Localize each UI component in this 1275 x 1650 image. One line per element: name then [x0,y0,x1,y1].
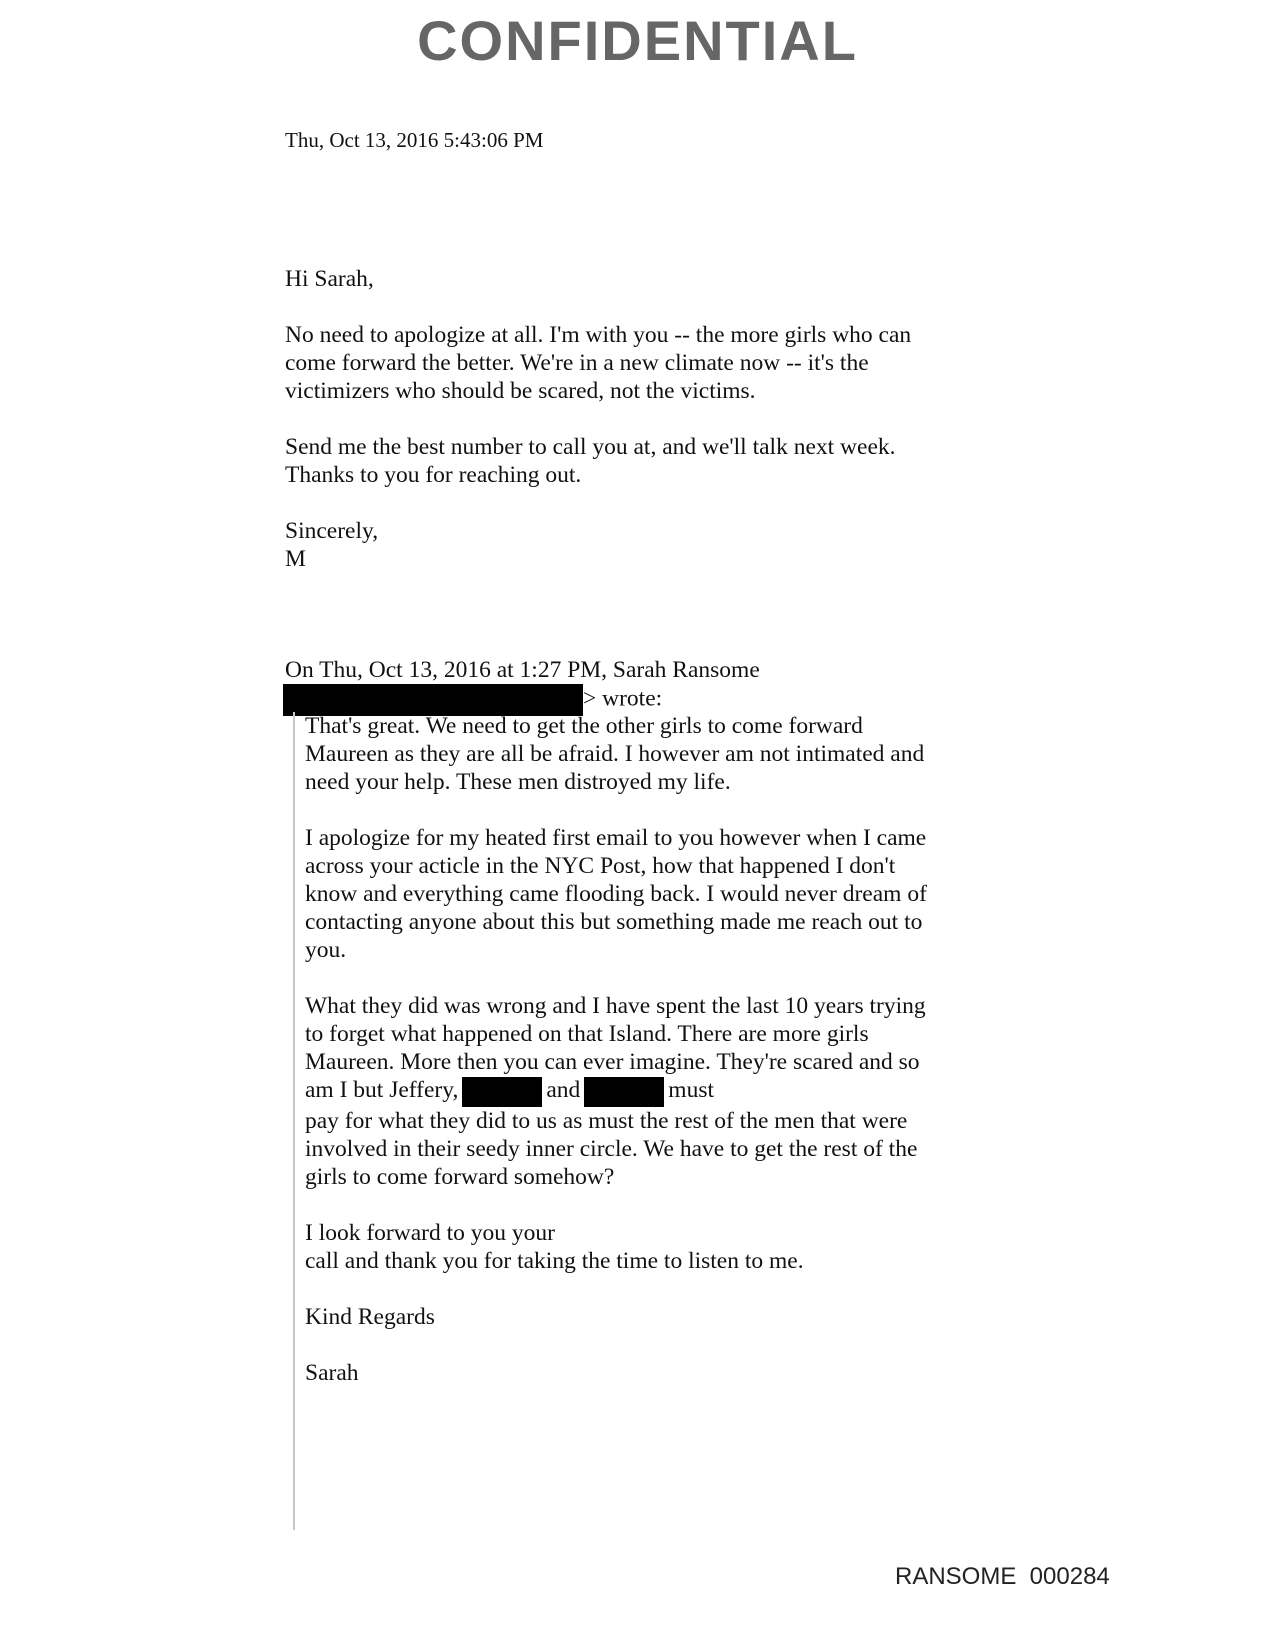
reply-paragraph-1 [285,321,1005,405]
reply-message [285,265,1005,601]
reply-signoff-block [285,517,1005,573]
text-line: No need to apologize at all. I'm with you -- the more girls who can [285,322,912,348]
text-line: Send me the best number to call you at, and we'll talk next week. [285,434,896,460]
text-line: know and everything came flooding back. I would never dream of [305,881,927,907]
quoted-paragraph-3 [305,992,1005,1191]
text-line: Maureen as they are all be afraid. I however am not intimated and [305,741,925,767]
quoted-signature: Sarah [305,1359,359,1386]
bates-number: RANSOME 000284 [895,1563,1110,1590]
text-line: victimizers who should be scared, not the victims. [285,378,756,404]
quoted-header-line: On Thu, Oct 13, 2016 at 1:27 PM, Sarah Ransome [285,657,760,683]
text-line: call and thank you for taking the time to listen to me. [305,1247,804,1274]
quote-bar [293,712,295,1530]
confidential-stamp: CONFIDENTIAL [417,9,858,72]
quoted-header [285,656,1005,716]
text-fragment: and [546,1077,581,1103]
text-line-with-redactions [305,1076,1005,1107]
text-fragment: must [668,1077,715,1103]
text-line: contacting anyone about this but something made me reach out to [305,909,923,935]
quoted-paragraph-2 [305,824,1005,964]
reply-signature: M [285,546,306,572]
text-line: What they did was wrong and I have spent the last 10 years trying [305,993,926,1019]
quoted-message [305,712,1005,1415]
text-line: need your help. These men distroyed my life. [305,769,731,795]
text-line: I apologize for my heated first email to you however when I came [305,825,927,851]
text-line: to forget what happened on that Island. There are more girls [305,1021,869,1047]
text-line: you. [305,937,347,963]
text-line: across your acticle in the NYC Post, how that happened I don't [305,853,896,879]
text-line: That's great. We need to get the other girls to come forward [305,713,863,739]
text-line: Thanks to you for reaching out. [285,462,582,488]
redaction-block [584,1077,664,1107]
text-line: involved in their seedy inner circle. We have to get the rest of the [305,1135,918,1162]
text-fragment: am I but Jeffery, [305,1077,459,1103]
quoted-wrote-label: > wrote: [583,685,663,712]
email-timestamp: Thu, Oct 13, 2016 5:43:06 PM [285,128,544,152]
text-line: pay for what they did to us as must the rest of the men that were [305,1107,908,1134]
reply-signoff: Sincerely, [285,518,379,544]
quoted-paragraph-1 [305,712,1005,796]
text-line: girls to come forward somehow? [305,1163,615,1190]
reply-greeting: Hi Sarah, [285,266,374,292]
text-line: I look forward to you your [305,1219,555,1246]
redaction-block [462,1077,542,1107]
text-line: come forward the better. We're in a new climate now -- it's the [285,350,869,376]
quoted-closing: Kind Regards [305,1303,435,1330]
quoted-paragraph-4 [305,1219,1005,1275]
reply-paragraph-2 [285,433,1005,489]
text-line: Maureen. More then you can ever imagine. They're scared and so [305,1049,920,1075]
